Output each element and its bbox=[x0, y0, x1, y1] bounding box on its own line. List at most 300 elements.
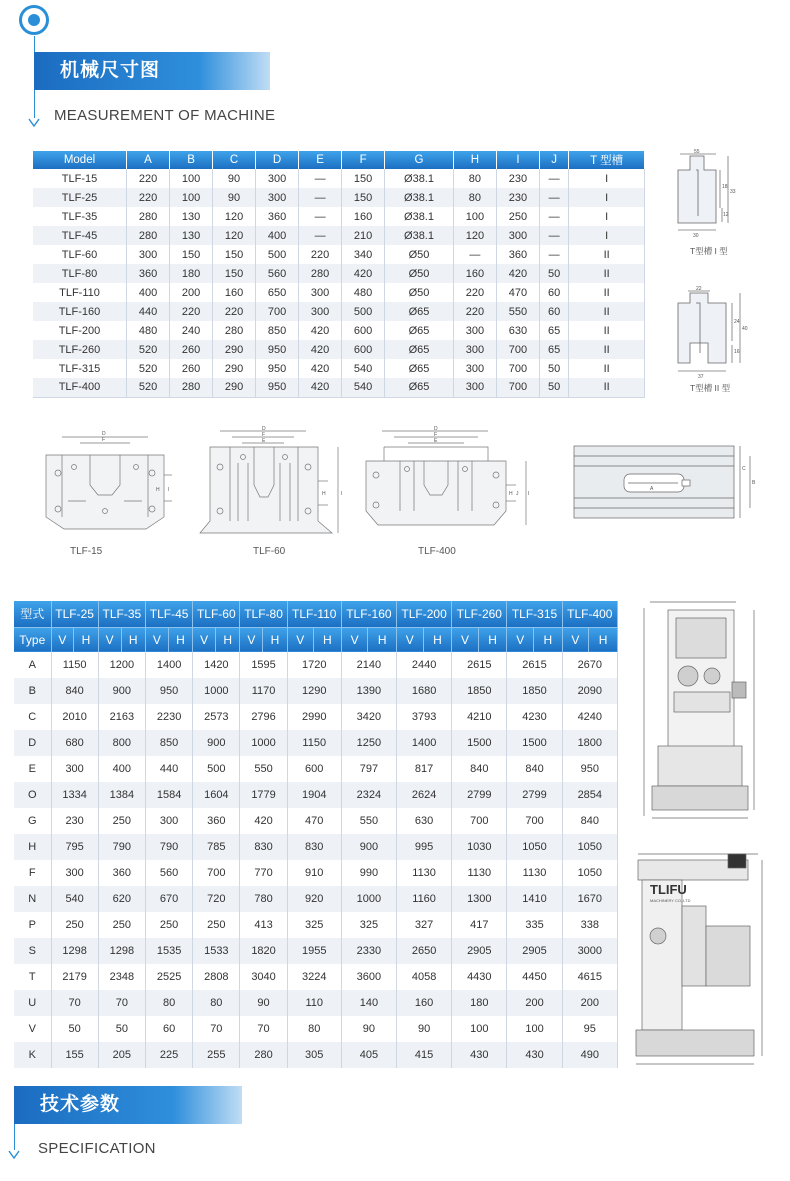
value-cell: 900 bbox=[193, 730, 240, 756]
model-header: TLF-60 bbox=[193, 601, 240, 627]
value-cell: 995 bbox=[397, 834, 452, 860]
value-cell: 1800 bbox=[562, 730, 617, 756]
value-cell: — bbox=[299, 169, 342, 188]
table-row bbox=[33, 226, 645, 245]
value-cell: 1420 bbox=[193, 652, 240, 678]
value-cell: 250 bbox=[51, 912, 98, 938]
value-cell: 325 bbox=[287, 912, 341, 938]
value-cell: 1384 bbox=[98, 782, 145, 808]
value-cell: II bbox=[569, 359, 645, 378]
value-cell: Ø65 bbox=[385, 321, 454, 340]
value-cell: 100 bbox=[170, 188, 213, 207]
tslot2-dim-24: 24 bbox=[734, 319, 740, 325]
value-cell: 2799 bbox=[452, 782, 507, 808]
table-row bbox=[33, 321, 645, 340]
table-row bbox=[14, 1016, 618, 1042]
tslot2-dim-22: 22 bbox=[696, 286, 702, 292]
value-cell: 60 bbox=[145, 1016, 192, 1042]
value-cell: 225 bbox=[145, 1042, 192, 1068]
table-row bbox=[33, 340, 645, 359]
value-cell: Ø50 bbox=[385, 264, 454, 283]
value-cell: 180 bbox=[452, 990, 507, 1016]
value-cell: 1400 bbox=[145, 652, 192, 678]
value-cell: 240 bbox=[170, 321, 213, 340]
value-cell: 420 bbox=[240, 808, 287, 834]
value-cell: 300 bbox=[453, 359, 496, 378]
value-cell: 1050 bbox=[562, 860, 617, 886]
value-cell: 560 bbox=[145, 860, 192, 886]
row-label-cell: O bbox=[14, 782, 51, 808]
model-header: TLF-45 bbox=[145, 601, 192, 627]
column-header: Model bbox=[33, 151, 127, 169]
model-cell: TLF-400 bbox=[33, 378, 127, 397]
tlf60-letter-d: D bbox=[262, 426, 266, 432]
value-cell: 470 bbox=[496, 283, 539, 302]
value-cell: 280 bbox=[127, 207, 170, 226]
value-cell: 1000 bbox=[341, 886, 396, 912]
tlf60-letter-h: H bbox=[322, 491, 326, 497]
value-cell: 300 bbox=[453, 378, 496, 397]
value-cell: 90 bbox=[397, 1016, 452, 1042]
value-cell: 950 bbox=[256, 378, 299, 397]
value-cell: 280 bbox=[240, 1042, 287, 1068]
bolster-drawing-tlf400 bbox=[358, 425, 533, 540]
value-cell: 1595 bbox=[240, 652, 287, 678]
model-cell: TLF-80 bbox=[33, 264, 127, 283]
value-cell: 80 bbox=[287, 1016, 341, 1042]
value-cell: 1130 bbox=[507, 860, 562, 886]
value-cell: 340 bbox=[342, 245, 385, 264]
value-cell: 220 bbox=[127, 188, 170, 207]
row-label-cell: G bbox=[14, 808, 51, 834]
value-cell: 500 bbox=[193, 756, 240, 782]
value-cell: 260 bbox=[170, 359, 213, 378]
value-cell: 305 bbox=[287, 1042, 341, 1068]
value-cell: 500 bbox=[342, 302, 385, 321]
row-label-cell: A bbox=[14, 652, 51, 678]
value-cell: — bbox=[539, 188, 568, 207]
model-cell: TLF-60 bbox=[33, 245, 127, 264]
column-header: J bbox=[539, 151, 568, 169]
value-cell: 785 bbox=[193, 834, 240, 860]
value-cell: 4450 bbox=[507, 964, 562, 990]
value-cell: 160 bbox=[453, 264, 496, 283]
tlf400-letter-f: F bbox=[434, 432, 438, 438]
value-cell: 360 bbox=[98, 860, 145, 886]
machine-dimensions-table bbox=[33, 151, 645, 398]
value-cell: — bbox=[453, 245, 496, 264]
model-cell: TLF-160 bbox=[33, 302, 127, 321]
value-cell: Ø38.1 bbox=[385, 188, 454, 207]
table-row bbox=[33, 359, 645, 378]
circle-bullet-icon bbox=[19, 5, 49, 35]
value-cell: 2624 bbox=[397, 782, 452, 808]
value-cell: 65 bbox=[539, 321, 568, 340]
value-cell: — bbox=[299, 207, 342, 226]
h-header: H bbox=[368, 627, 397, 652]
value-cell: 400 bbox=[256, 226, 299, 245]
column-header: H bbox=[453, 151, 496, 169]
value-cell: 420 bbox=[342, 264, 385, 283]
tlf400-letter-j: J bbox=[516, 491, 519, 497]
value-cell: 150 bbox=[342, 169, 385, 188]
value-cell: 220 bbox=[453, 302, 496, 321]
model-cell: TLF-315 bbox=[33, 359, 127, 378]
value-cell: 900 bbox=[341, 834, 396, 860]
value-cell: 790 bbox=[145, 834, 192, 860]
value-cell: 300 bbox=[256, 188, 299, 207]
value-cell: 2010 bbox=[51, 704, 98, 730]
value-cell: 2650 bbox=[397, 938, 452, 964]
value-cell: 840 bbox=[51, 678, 98, 704]
value-cell: 1955 bbox=[287, 938, 341, 964]
value-cell: 400 bbox=[98, 756, 145, 782]
column-header: G bbox=[385, 151, 454, 169]
value-cell: 250 bbox=[496, 207, 539, 226]
value-cell: 220 bbox=[213, 302, 256, 321]
value-cell: 650 bbox=[256, 283, 299, 302]
value-cell: 830 bbox=[287, 834, 341, 860]
value-cell: 700 bbox=[452, 808, 507, 834]
value-cell: 670 bbox=[145, 886, 192, 912]
table-header-row-vh bbox=[14, 627, 618, 652]
v-header: V bbox=[193, 627, 216, 652]
value-cell: 400 bbox=[127, 283, 170, 302]
value-cell: 70 bbox=[98, 990, 145, 1016]
value-cell: II bbox=[569, 264, 645, 283]
value-cell: 160 bbox=[397, 990, 452, 1016]
value-cell: 2615 bbox=[507, 652, 562, 678]
tslot2-dim-37: 37 bbox=[698, 374, 704, 380]
value-cell: 150 bbox=[170, 245, 213, 264]
value-cell: 1334 bbox=[51, 782, 98, 808]
value-cell: 90 bbox=[341, 1016, 396, 1042]
model-header: TLF-25 bbox=[51, 601, 98, 627]
value-cell: 200 bbox=[170, 283, 213, 302]
table-row bbox=[14, 912, 618, 938]
tlf60-letter-i: I bbox=[341, 491, 343, 497]
table-row bbox=[33, 245, 645, 264]
table-row bbox=[33, 283, 645, 302]
table-row bbox=[33, 264, 645, 283]
column-header: A bbox=[127, 151, 170, 169]
value-cell: 255 bbox=[193, 1042, 240, 1068]
value-cell: 360 bbox=[127, 264, 170, 283]
table-header-row bbox=[33, 151, 645, 169]
value-cell: 360 bbox=[193, 808, 240, 834]
value-cell: 160 bbox=[342, 207, 385, 226]
row-label-cell: D bbox=[14, 730, 51, 756]
table-row bbox=[14, 834, 618, 860]
value-cell: 1150 bbox=[287, 730, 341, 756]
value-cell: 540 bbox=[51, 886, 98, 912]
value-cell: 220 bbox=[453, 283, 496, 302]
table-row bbox=[14, 886, 618, 912]
section-subtitle-measurement: MEASUREMENT OF MACHINE bbox=[54, 107, 276, 124]
value-cell: 60 bbox=[539, 302, 568, 321]
value-cell: 797 bbox=[341, 756, 396, 782]
value-cell: 417 bbox=[452, 912, 507, 938]
table-row bbox=[33, 188, 645, 207]
value-cell: 420 bbox=[299, 378, 342, 397]
table-row bbox=[14, 678, 618, 704]
machine-brand: TLIFU bbox=[650, 882, 687, 897]
value-cell: 3000 bbox=[562, 938, 617, 964]
value-cell: 90 bbox=[213, 169, 256, 188]
table-row bbox=[14, 782, 618, 808]
model-header: TLF-260 bbox=[452, 601, 507, 627]
value-cell: 420 bbox=[299, 340, 342, 359]
value-cell: 1680 bbox=[397, 678, 452, 704]
value-cell: 220 bbox=[127, 169, 170, 188]
value-cell: 830 bbox=[240, 834, 287, 860]
value-cell: 1170 bbox=[240, 678, 287, 704]
value-cell: 300 bbox=[453, 321, 496, 340]
value-cell: 2525 bbox=[145, 964, 192, 990]
tslot2-dim-40: 40 bbox=[742, 326, 748, 332]
value-cell: 1050 bbox=[562, 834, 617, 860]
value-cell: 1720 bbox=[287, 652, 341, 678]
v-header: V bbox=[287, 627, 313, 652]
value-cell: 205 bbox=[98, 1042, 145, 1068]
value-cell: 200 bbox=[507, 990, 562, 1016]
value-cell: 560 bbox=[256, 264, 299, 283]
value-cell: 990 bbox=[341, 860, 396, 886]
value-cell: 1820 bbox=[240, 938, 287, 964]
value-cell: 405 bbox=[341, 1042, 396, 1068]
value-cell: — bbox=[539, 207, 568, 226]
section-subtitle-specification: SPECIFICATION bbox=[38, 1140, 156, 1157]
value-cell: 4240 bbox=[562, 704, 617, 730]
value-cell: 1298 bbox=[98, 938, 145, 964]
value-cell: 3040 bbox=[240, 964, 287, 990]
value-cell: 300 bbox=[299, 283, 342, 302]
table-row bbox=[14, 990, 618, 1016]
v-header: V bbox=[397, 627, 424, 652]
value-cell: — bbox=[539, 169, 568, 188]
value-cell: 2573 bbox=[193, 704, 240, 730]
value-cell: 2348 bbox=[98, 964, 145, 990]
value-cell: 540 bbox=[342, 378, 385, 397]
value-cell: 2090 bbox=[562, 678, 617, 704]
value-cell: Ø38.1 bbox=[385, 169, 454, 188]
column-header: F bbox=[342, 151, 385, 169]
value-cell: 550 bbox=[240, 756, 287, 782]
value-cell: 90 bbox=[213, 188, 256, 207]
drawing-caption-tlf15: TLF-15 bbox=[70, 546, 103, 557]
value-cell: 420 bbox=[496, 264, 539, 283]
column-header: D bbox=[256, 151, 299, 169]
value-cell: 300 bbox=[453, 340, 496, 359]
value-cell: 2670 bbox=[562, 652, 617, 678]
value-cell: 1150 bbox=[51, 652, 98, 678]
value-cell: 300 bbox=[256, 169, 299, 188]
value-cell: II bbox=[569, 378, 645, 397]
drawing-caption-tlf400: TLF-400 bbox=[418, 546, 456, 557]
value-cell: 630 bbox=[397, 808, 452, 834]
tslot2-caption: T型槽 II 型 bbox=[690, 383, 731, 393]
value-cell: 250 bbox=[98, 912, 145, 938]
row-label-cell: V bbox=[14, 1016, 51, 1042]
value-cell: 335 bbox=[507, 912, 562, 938]
value-cell: I bbox=[569, 169, 645, 188]
value-cell: 220 bbox=[170, 302, 213, 321]
value-cell: 90 bbox=[240, 990, 287, 1016]
value-cell: 110 bbox=[287, 990, 341, 1016]
value-cell: 840 bbox=[452, 756, 507, 782]
value-cell: 950 bbox=[256, 359, 299, 378]
value-cell: 440 bbox=[127, 302, 170, 321]
value-cell: 3793 bbox=[397, 704, 452, 730]
v-header: V bbox=[507, 627, 534, 652]
value-cell: 2796 bbox=[240, 704, 287, 730]
value-cell: 290 bbox=[213, 359, 256, 378]
value-cell: 2324 bbox=[341, 782, 396, 808]
section-title-measurement: 机械尺寸图 bbox=[34, 52, 270, 90]
value-cell: 290 bbox=[213, 340, 256, 359]
h-header: H bbox=[263, 627, 287, 652]
model-cell: TLF-260 bbox=[33, 340, 127, 359]
h-header: H bbox=[168, 627, 192, 652]
row-label-cell: F bbox=[14, 860, 51, 886]
value-cell: 700 bbox=[496, 378, 539, 397]
value-cell: 80 bbox=[453, 188, 496, 207]
value-cell: 50 bbox=[539, 264, 568, 283]
value-cell: 70 bbox=[193, 1016, 240, 1042]
value-cell: I bbox=[569, 188, 645, 207]
value-cell: 80 bbox=[145, 990, 192, 1016]
topview-letter-b: B bbox=[752, 480, 756, 486]
value-cell: 1000 bbox=[193, 678, 240, 704]
value-cell: 3224 bbox=[287, 964, 341, 990]
row-label-cell: E bbox=[14, 756, 51, 782]
value-cell: 490 bbox=[562, 1042, 617, 1068]
value-cell: 95 bbox=[562, 1016, 617, 1042]
value-cell: 2230 bbox=[145, 704, 192, 730]
value-cell: 327 bbox=[397, 912, 452, 938]
h-header: H bbox=[215, 627, 239, 652]
value-cell: 180 bbox=[170, 264, 213, 283]
value-cell: 413 bbox=[240, 912, 287, 938]
value-cell: 1200 bbox=[98, 652, 145, 678]
value-cell: 2615 bbox=[452, 652, 507, 678]
v-header: V bbox=[341, 627, 368, 652]
v-header: V bbox=[562, 627, 589, 652]
row-label-cell: C bbox=[14, 704, 51, 730]
specification-table bbox=[14, 601, 618, 1068]
value-cell: 250 bbox=[98, 808, 145, 834]
value-cell: 920 bbox=[287, 886, 341, 912]
value-cell: 2990 bbox=[287, 704, 341, 730]
column-header: C bbox=[213, 151, 256, 169]
value-cell: 2163 bbox=[98, 704, 145, 730]
tlf15-letter-d: D bbox=[102, 431, 106, 437]
column-header: B bbox=[170, 151, 213, 169]
row-label-cell: N bbox=[14, 886, 51, 912]
value-cell: — bbox=[539, 245, 568, 264]
value-cell: 1500 bbox=[452, 730, 507, 756]
value-cell: 720 bbox=[193, 886, 240, 912]
table-row bbox=[14, 730, 618, 756]
table-row bbox=[33, 302, 645, 321]
tlf60-letter-f: F bbox=[262, 432, 266, 438]
tlf400-letter-h: H bbox=[509, 491, 513, 497]
value-cell: 280 bbox=[299, 264, 342, 283]
value-cell: 80 bbox=[193, 990, 240, 1016]
value-cell: 100 bbox=[453, 207, 496, 226]
tlf60-letter-e: E bbox=[262, 438, 266, 444]
value-cell: 50 bbox=[51, 1016, 98, 1042]
arrow-down-icon bbox=[8, 1148, 20, 1160]
corner-header-en: Type bbox=[14, 627, 51, 652]
value-cell: 950 bbox=[562, 756, 617, 782]
value-cell: 2330 bbox=[341, 938, 396, 964]
section-title-specification: 技术参数 bbox=[14, 1086, 242, 1124]
model-cell: TLF-200 bbox=[33, 321, 127, 340]
value-cell: 4210 bbox=[452, 704, 507, 730]
value-cell: 3420 bbox=[341, 704, 396, 730]
column-header: E bbox=[299, 151, 342, 169]
topview-letter-c: C bbox=[742, 466, 746, 472]
value-cell: 300 bbox=[127, 245, 170, 264]
value-cell: 900 bbox=[98, 678, 145, 704]
value-cell: 1533 bbox=[193, 938, 240, 964]
value-cell: 360 bbox=[496, 245, 539, 264]
value-cell: 2440 bbox=[397, 652, 452, 678]
value-cell: 50 bbox=[98, 1016, 145, 1042]
column-header: I bbox=[496, 151, 539, 169]
value-cell: 130 bbox=[170, 226, 213, 245]
tslot2-dim-16: 16 bbox=[734, 349, 740, 355]
value-cell: — bbox=[299, 188, 342, 207]
value-cell: Ø50 bbox=[385, 283, 454, 302]
value-cell: 4430 bbox=[452, 964, 507, 990]
value-cell: 100 bbox=[452, 1016, 507, 1042]
value-cell: 550 bbox=[496, 302, 539, 321]
table-row bbox=[14, 652, 618, 678]
value-cell: 817 bbox=[397, 756, 452, 782]
value-cell: 415 bbox=[397, 1042, 452, 1068]
model-header: TLF-315 bbox=[507, 601, 562, 627]
value-cell: 600 bbox=[342, 340, 385, 359]
value-cell: Ø65 bbox=[385, 340, 454, 359]
table-row bbox=[14, 938, 618, 964]
value-cell: 440 bbox=[145, 756, 192, 782]
h-header: H bbox=[313, 627, 341, 652]
value-cell: 630 bbox=[496, 321, 539, 340]
row-label-cell: B bbox=[14, 678, 51, 704]
model-header: TLF-200 bbox=[397, 601, 452, 627]
row-label-cell: S bbox=[14, 938, 51, 964]
value-cell: 1850 bbox=[507, 678, 562, 704]
value-cell: 50 bbox=[539, 359, 568, 378]
value-cell: 1160 bbox=[397, 886, 452, 912]
tslot-type2-drawing bbox=[660, 283, 780, 398]
model-cell: TLF-15 bbox=[33, 169, 127, 188]
table-row bbox=[33, 207, 645, 226]
value-cell: 2179 bbox=[51, 964, 98, 990]
value-cell: 280 bbox=[213, 321, 256, 340]
value-cell: 1410 bbox=[507, 886, 562, 912]
value-cell: 280 bbox=[170, 378, 213, 397]
value-cell: 840 bbox=[562, 808, 617, 834]
value-cell: 420 bbox=[299, 359, 342, 378]
value-cell: 360 bbox=[256, 207, 299, 226]
h-header: H bbox=[478, 627, 507, 652]
value-cell: 680 bbox=[51, 730, 98, 756]
value-cell: 1850 bbox=[452, 678, 507, 704]
value-cell: 840 bbox=[507, 756, 562, 782]
